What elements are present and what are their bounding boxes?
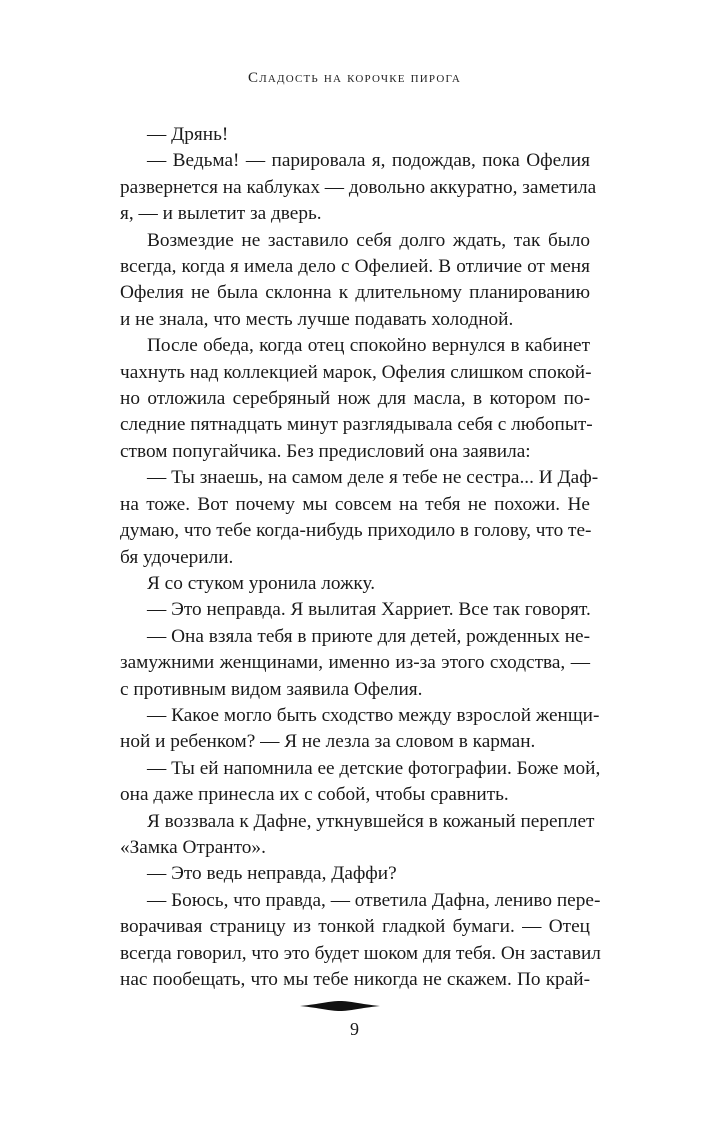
text-line: бя удочерили. [120,546,234,568]
text-line: следние пятнадцать минут разглядывала себя с любопыт- [120,414,593,436]
text-line: Я воззвала к Дафне, уткнувшейся в кожаный переплет [147,810,595,832]
text-line: «Замка Отранто». [120,836,266,858]
body-text [120,122,601,993]
text-line: на тоже. Вот почему мы совсем на тебя не похожи. Не [120,493,590,515]
text-line: всегда говорил, что это будет шоком для тебя. Он заставил [120,942,601,964]
text-line: я, — и вылетит за дверь. [120,203,322,225]
ornament-divider [300,1001,380,1011]
page-number: 9 [350,1019,359,1039]
text-line: Возмездие не заставило себя долго ждать, так было [147,229,590,251]
text-line: — Она взяла тебя в приюте для детей, рожденных не- [147,625,590,647]
text-line: она даже принесла их с собой, чтобы сравнить. [120,784,509,806]
text-line: нас пообещать, что мы тебе никогда не скажем. По край- [120,969,590,990]
text-line: ворачивая страницу из тонкой гладкой бумаги. — Отец [120,916,590,938]
text-line: — Дрянь! [147,124,229,145]
text-line: ной и ребенком? — Я не лезла за словом в карман. [120,731,536,753]
text-line: думаю, что тебе когда-нибудь приходило в голову, что те- [120,520,592,542]
text-line: и не знала, что месть лучше подавать холодной. [120,308,514,330]
text-line: — Ты знаешь, на самом деле я тебе не сестра... И Даф- [147,467,599,489]
text-line: — Какое могло быть сходство между взрослой женщи- [147,704,600,726]
text-line: — Это ведь неправда, Даффи? [147,863,397,885]
text-line: — Ты ей напомнила ее детские фотографии. Боже мой, [147,757,601,779]
text-line: всегда, когда я имела дело с Офелией. В отличие от меня [120,256,590,278]
text-line: замужними женщинами, именно из-за этого сходства, — [120,652,590,674]
text-line: чахнуть над коллекцией марок, Офелия слишком спокой- [120,361,592,383]
text-line: Офелия не была склонна к длительному планированию [120,282,590,304]
text-line: с противным видом заявила Офелия. [120,678,423,700]
text-line: После обеда, когда отец спокойно вернулся в кабинет [147,335,590,357]
text-line: — Боюсь, что правда, — ответила Дафна, лениво пере- [147,889,601,911]
running-head: Сладость на корочке пирога [247,70,462,86]
text-line: — Ведьма! — парировала я, подождав, пока Офелия [147,150,590,172]
text-line: — Это неправда. Я вылитая Харриет. Все так говорят. [147,599,591,621]
text-line: Я со стуком уронила ложку. [147,572,376,594]
text-line: но отложила серебряный нож для масла, в котором по- [120,388,590,410]
text-line: развернется на каблуках — довольно аккуратно, заметила [120,176,597,198]
text-line: ством попугайчика. Без предисловий она заявила: [120,440,531,462]
